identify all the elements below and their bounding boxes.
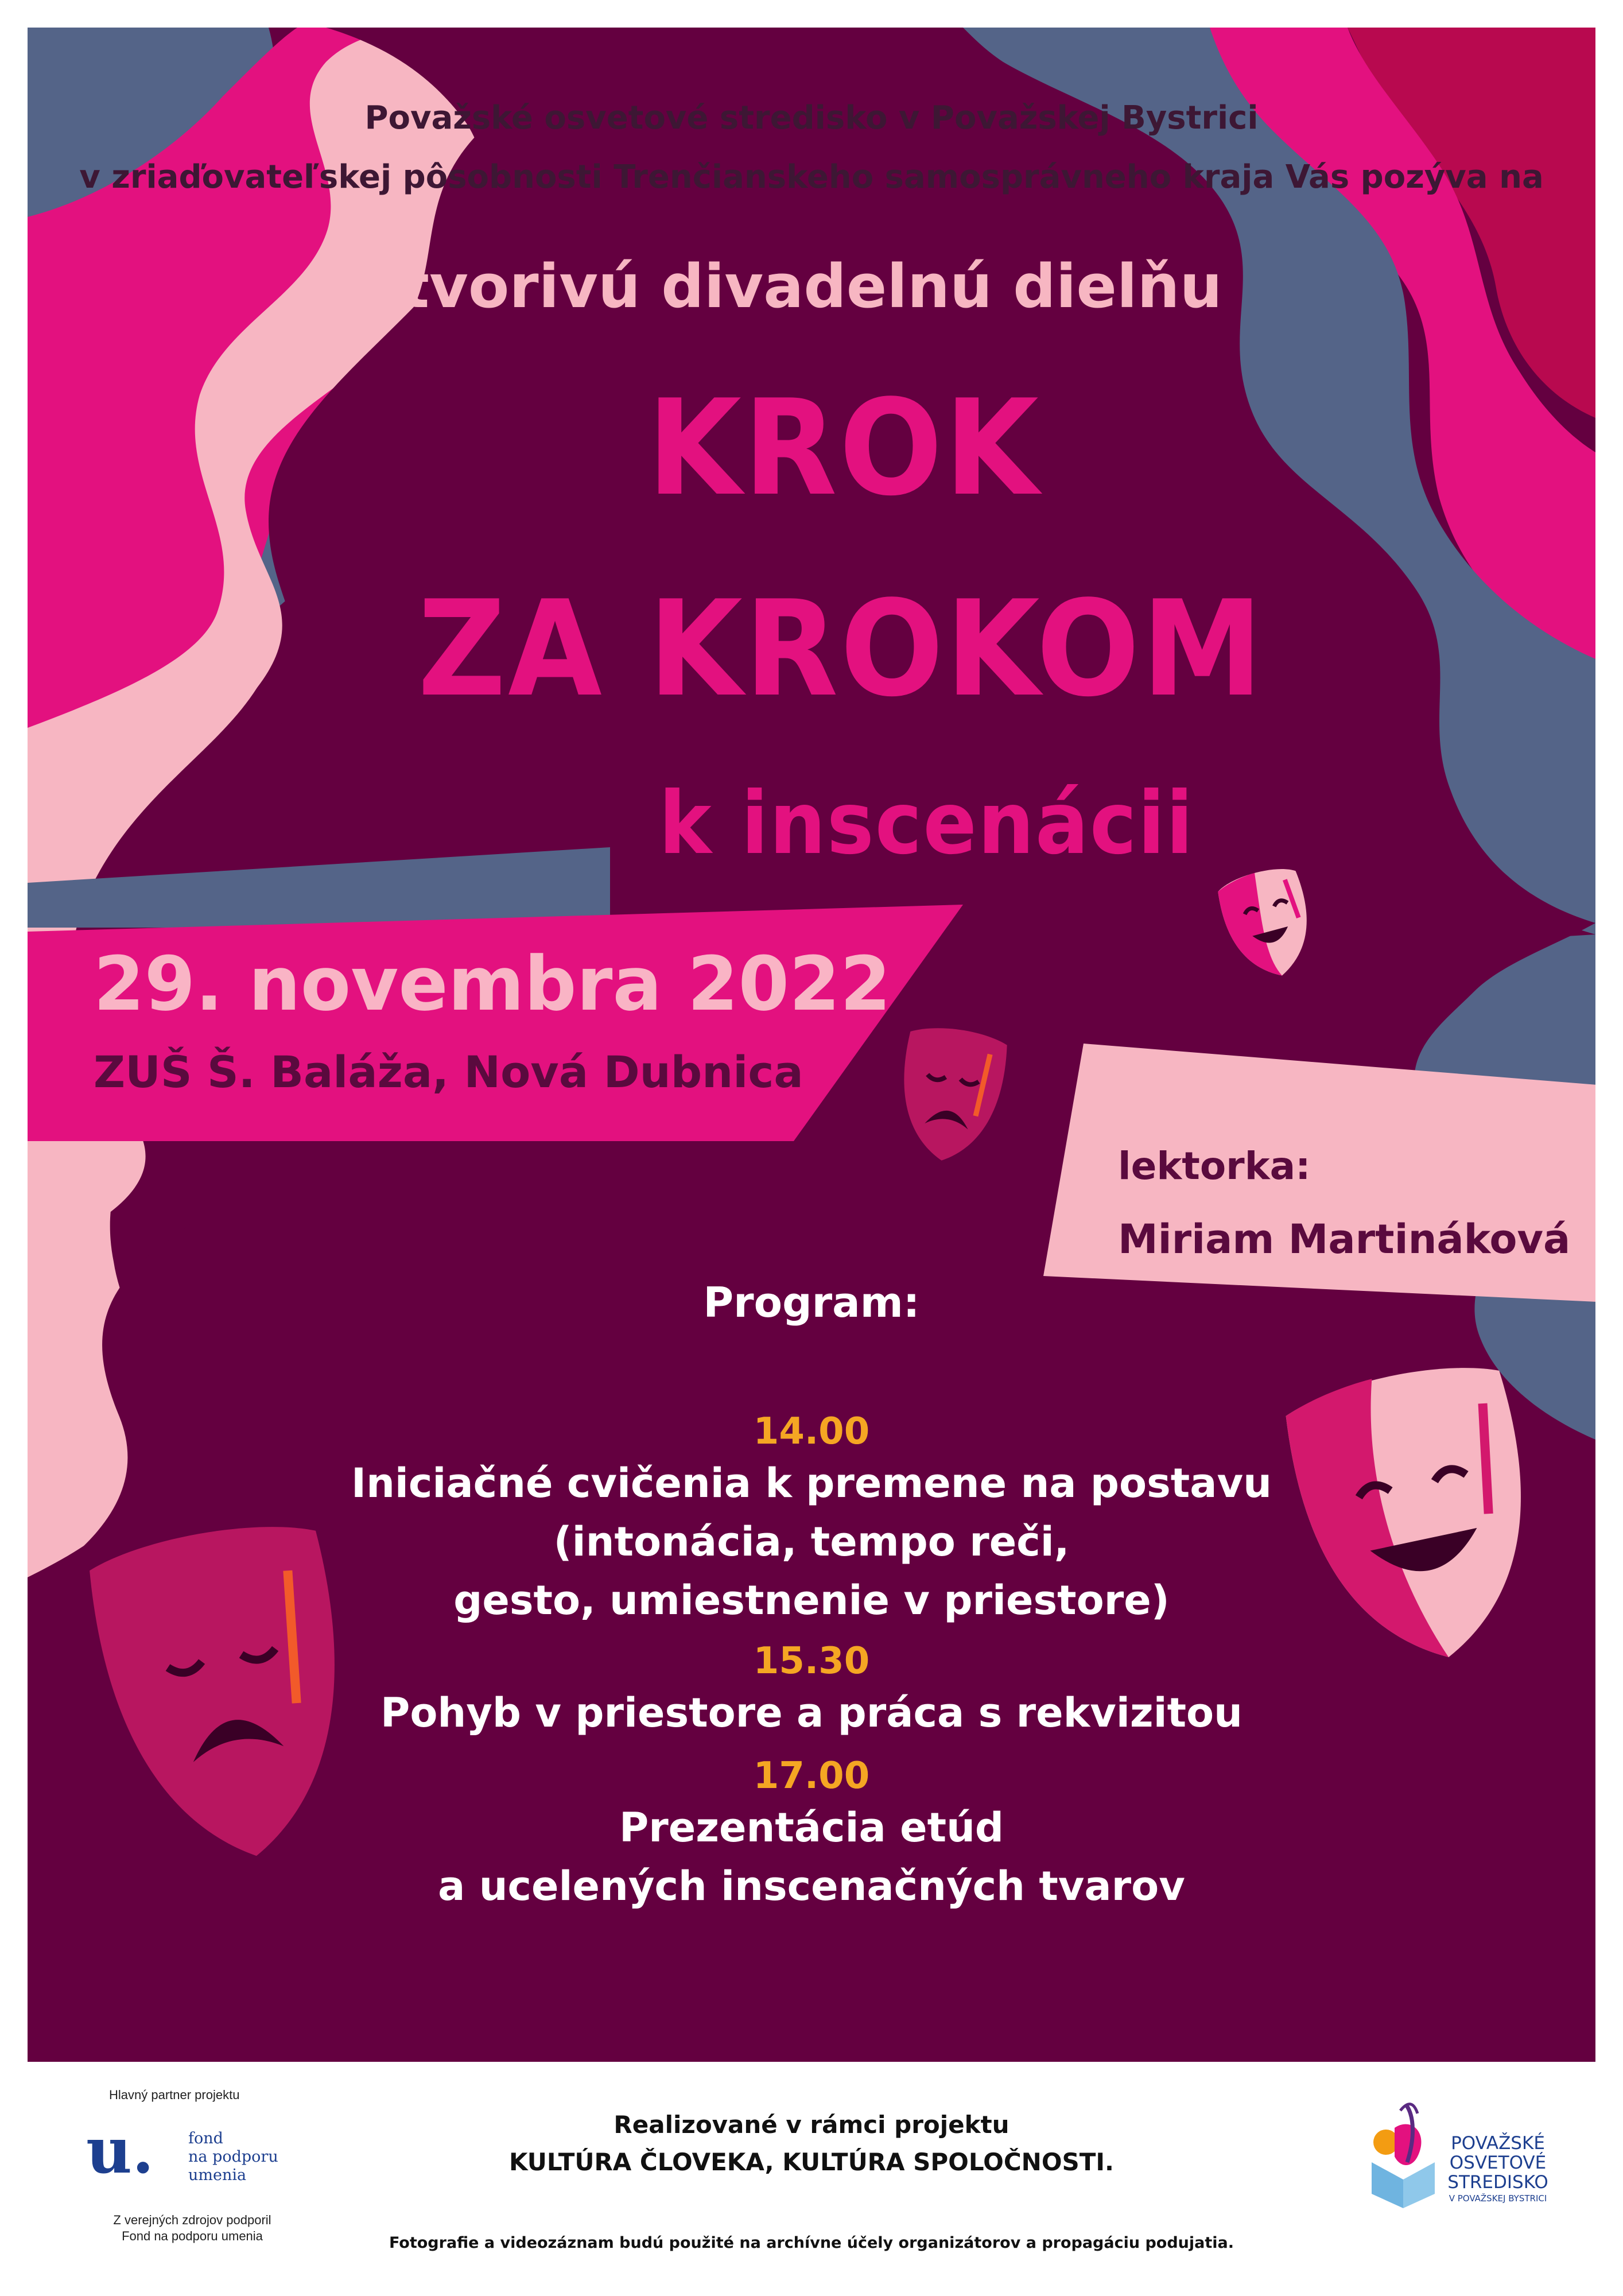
title-line-3: k inscenácii (659, 774, 1194, 874)
org-logo-line-3: STREDISKO (1447, 2172, 1548, 2193)
fund-logo-line-2: na podporu (188, 2148, 278, 2166)
fund-note-line-2: Fond na podporu umenia (122, 2229, 263, 2243)
program-item-3-line-2: a ucelených inscenačných tvarov (438, 1863, 1185, 1910)
program-item-1-line-1: Iniciačné cvičenia k premene na postavu (351, 1460, 1272, 1507)
event-venue: ZUŠ Š. Baláža, Nová Dubnica (94, 1046, 803, 1097)
fund-logo-line-3: umenia (188, 2166, 247, 2184)
program-time-2: 15.30 (753, 1640, 870, 1682)
program-item-3-line-1: Prezentácia etúd (619, 1804, 1004, 1851)
fund-logo-letter: u. (86, 2113, 154, 2188)
intro-line-1: Považské osvetové stredisko v Považskej Bystrici (364, 99, 1259, 137)
program-heading: Program: (703, 1278, 920, 1327)
partner-label: Hlavný partner projektu (109, 2088, 240, 2102)
project-line-2: KULTÚRA ČLOVEKA, KULTÚRA SPOLOČNOSTI. (508, 2148, 1115, 2176)
project-line-1: Realizované v rámci projektu (614, 2111, 1009, 2139)
org-logo (1360, 2093, 1555, 2225)
fund-logo-line-1: fond (188, 2130, 223, 2147)
program-time-3: 17.00 (753, 1755, 870, 1797)
org-logo-icon (1360, 2093, 1446, 2220)
footer (0, 2062, 1623, 2296)
org-logo-line-4: V POVAŽSKEJ BYSTRICI (1449, 2193, 1547, 2204)
program-item-1-line-2: (intonácia, tempo reči, (553, 1518, 1070, 1565)
title-line-1: KROK (647, 372, 1041, 525)
org-logo-line-1: POVAŽSKÉ (1451, 2133, 1545, 2154)
poster (28, 28, 1595, 2062)
intro-line-2: v zriaďovateľskej pôsobnosti Trenčianskeho samosprávneho kraja Vás pozýva na (79, 158, 1544, 196)
program-item-1-line-3: gesto, umiestnenie v priestore) (453, 1577, 1170, 1624)
program-time-1: 14.00 (753, 1410, 870, 1453)
event-date: 29. novembra 2022 (94, 940, 891, 1027)
lecturer-label: lektorka: (1118, 1144, 1311, 1188)
program-item-2-line-1: Pohyb v priestore a práca s rekvizitou (380, 1689, 1243, 1736)
fund-note-line-1: Z verejných zdrojov podporil (113, 2213, 271, 2227)
lecturer-name: Miriam Martináková (1118, 1216, 1571, 1263)
org-logo-line-2: OSVETOVÉ (1449, 2152, 1547, 2173)
workshop-subtitle: tvorivú divadelnú dielňu (401, 251, 1222, 321)
title-line-2: ZA KROKOM (418, 573, 1265, 726)
disclaimer: Fotografie a videozáznam budú použité na archívne účely organizátorov a propagáciu podujatia. (389, 2234, 1234, 2252)
